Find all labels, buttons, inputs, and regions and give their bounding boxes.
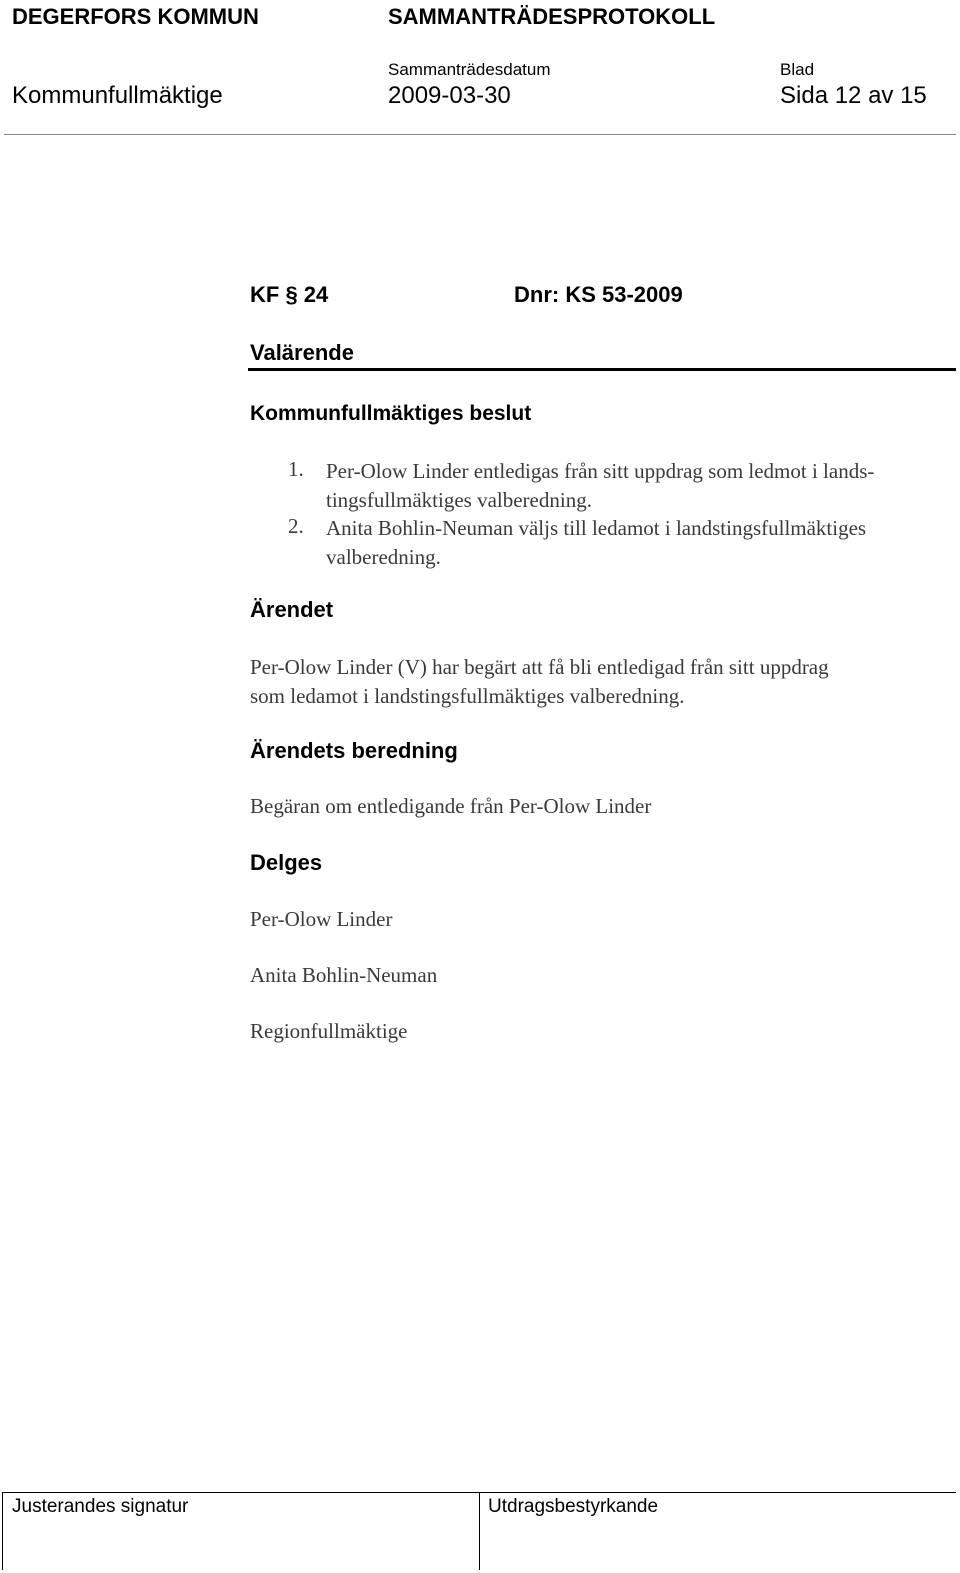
distribution-recipient: Regionfullmäktige: [250, 1019, 408, 1043]
distribution-recipient: Anita Bohlin-Neuman: [250, 963, 438, 987]
matter-line: Per-Olow Linder (V) har begärt att få bli entledigad från sitt uppdrag: [250, 655, 829, 679]
decision-item-number: 2.: [288, 514, 304, 538]
distribution-recipient: Per-Olow Linder: [250, 907, 393, 931]
preparation-heading: Ärendets beredning: [250, 738, 458, 763]
paragraph-reference: KF § 24: [250, 282, 329, 307]
matter-heading: Ärendet: [250, 597, 334, 622]
distribution-heading: Delges: [250, 850, 323, 875]
dnr-number: Dnr: KS 53-2009: [514, 282, 683, 307]
meeting-date-label: Sammanträdesdatum: [388, 60, 551, 79]
body-name: Kommunfullmäktige: [12, 82, 223, 109]
decision-heading: Kommunfullmäktiges beslut: [250, 402, 532, 425]
matter-line: som ledamot i landstingsfullmäktiges valberedning.: [250, 684, 685, 708]
preparation-text: Begäran om entledigande från Per-Olow Linder: [250, 794, 652, 818]
subject-divider: [248, 368, 956, 371]
decision-item-line: tingsfullmäktiges valberedning.: [326, 488, 592, 512]
decision-item-line: Anita Bohlin-Neuman väljs till ledamot i landstingsfullmäktiges: [326, 516, 867, 540]
document-type: SAMMANTRÄDESPROTOKOLL: [388, 4, 716, 29]
decision-item-text: [326, 457, 874, 515]
decision-item-number: 1.: [288, 457, 304, 481]
subject-heading: Valärende: [250, 340, 354, 365]
certification-label: Utdragsbestyrkande: [488, 1496, 659, 1517]
decision-item-line: valberedning.: [326, 545, 441, 569]
matter-paragraph: [250, 653, 829, 711]
org-name: DEGERFORS KOMMUN: [12, 4, 259, 29]
decision-item-text: [326, 514, 866, 572]
page-label: Blad: [780, 60, 815, 79]
meeting-date: 2009-03-30: [388, 82, 511, 109]
footer-divider: [479, 1492, 480, 1570]
page-info: Sida 12 av 15: [780, 82, 927, 109]
header-divider: [4, 134, 956, 135]
signature-label: Justerandes signatur: [12, 1496, 189, 1517]
decision-item-line: Per-Olow Linder entledigas från sitt uppdrag som ledmot i lands-: [326, 459, 875, 483]
